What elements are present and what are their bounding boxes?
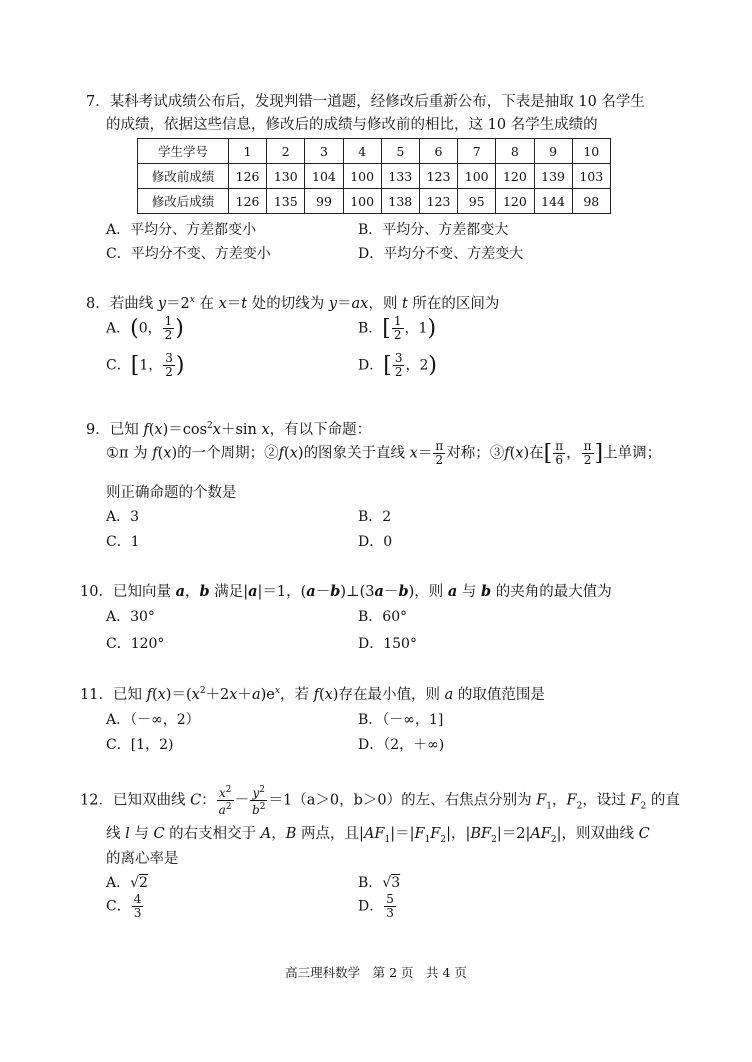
q11-text: 的取值范围是 <box>453 687 545 703</box>
table-cell: 126 <box>229 164 267 189</box>
q7-option-c[interactable]: C．平均分不变、方差变小 <box>106 246 271 262</box>
score-table <box>137 138 611 214</box>
table-cell: 3 <box>305 139 343 164</box>
q10-text: 的夹角的最大值为 <box>491 584 612 600</box>
table-cell: 98 <box>572 189 610 214</box>
q10-text: ，则 <box>414 584 448 600</box>
table-cell: 4 <box>343 139 381 164</box>
table-cell: 104 <box>305 164 343 189</box>
q12-option-a[interactable]: A．√2 <box>106 875 148 891</box>
table-cell: 133 <box>381 164 419 189</box>
table-cell: 100 <box>458 164 496 189</box>
q7-text1: 某科考试成绩公布后，发现判错一道题，经修改后重新公布，下表是抽取 10 名学生 <box>109 94 645 110</box>
q7-option-d[interactable]: D．平均分不变、方差变大 <box>358 246 524 262</box>
q9-number: 9． <box>86 422 110 438</box>
table-cell: 8 <box>496 139 534 164</box>
q12-text: 的直 <box>646 792 680 809</box>
q8-stem: 8．若曲线 $y=2^x$ 在 x＝t 处的切线为 y＝ax，则 t 所在的区间为 <box>86 295 500 312</box>
table-cell: 学生学号 <box>138 139 229 164</box>
q10-stem: 10．已知向量 a，b 满足|a|＝1，(a－b)⊥(3a－b)，则 a 与 b 的夹角的最大值为 <box>80 583 612 600</box>
page-footer: 高三理科数学 第 2 页 共 4 页 <box>285 965 467 980</box>
q11-text: 存在最小值，则 <box>338 687 445 703</box>
q8-option-a[interactable]: A．(0， $\frac{1}{2}$ ) <box>106 314 184 342</box>
q10-option-d[interactable]: D．150° <box>358 636 417 652</box>
q9-text: 上单调； <box>603 445 662 462</box>
table-cell: 123 <box>419 189 457 214</box>
table-cell: 95 <box>458 189 496 214</box>
option-label: A． <box>106 320 131 337</box>
q9-text: 为 <box>133 445 153 462</box>
table-cell: 5 <box>381 139 419 164</box>
q9-option-b[interactable]: B．2 <box>358 509 392 525</box>
q11-option-c[interactable]: C．[1，2) <box>106 737 174 753</box>
q7-line1 <box>86 90 645 111</box>
q10-option-a[interactable]: A．30° <box>106 609 155 625</box>
table-row <box>138 189 611 214</box>
q11-option-d[interactable]: D．（2，＋∞) <box>358 737 445 753</box>
q8-option-b[interactable]: B．[ $\frac{1}{2}$ ，1) <box>358 314 437 342</box>
q11-text: 已知 <box>112 687 147 703</box>
q9-text: 的一个周期； <box>177 445 265 462</box>
q12-stem-line3: 的离心率是 <box>106 851 179 867</box>
table-row <box>138 164 611 189</box>
q12-text: 的右支相交于 <box>164 826 261 842</box>
q11-option-a[interactable]: A．（－∞，2） <box>106 712 200 728</box>
q10-option-b[interactable]: B．60° <box>358 609 408 625</box>
table-cell: 144 <box>534 189 572 214</box>
q12-text: 已知双曲线 <box>112 792 191 809</box>
q8-option-c[interactable]: C．[1， $\frac{3}{2}$ ) <box>106 351 185 379</box>
table-cell: 139 <box>534 164 572 189</box>
option-label: B． <box>358 875 383 891</box>
table-cell: 120 <box>496 164 534 189</box>
table-cell: 9 <box>534 139 572 164</box>
q9-propositions: ①π 为 f(x)的一个周期；②f(x)的图象关于直线 x＝ $\frac{\pi}{2}$ 对称；③f(x)在[ $\frac{\pi}{6}$ ， $\frac{\pi}{2}$ ]上单调； <box>106 439 662 467</box>
q9-text: 的图象关于直线 <box>303 445 410 462</box>
q9-option-d[interactable]: D．0 <box>358 534 393 550</box>
q12-text: 两点，且 <box>296 826 360 842</box>
q12-option-d[interactable]: D． $\frac{5}{3}$ <box>358 892 394 920</box>
q8-option-d[interactable]: D．[ $\frac{3}{2}$ ，2) <box>358 351 437 379</box>
option-label: A． <box>106 875 131 891</box>
option-label: C． <box>106 357 131 374</box>
q12-text: ，则双曲线 <box>561 826 639 842</box>
q9-option-c[interactable]: C．1 <box>106 534 140 550</box>
table-cell: 120 <box>496 189 534 214</box>
q8-text: 处的切线为 <box>247 296 329 312</box>
table-cell: 130 <box>267 164 305 189</box>
table-cell: 103 <box>572 164 610 189</box>
q12-stem-line2: 线 l 与 C 的右支相交于 A，B 两点，且$|AF_1|=|F_1F_2|$，$|BF_2|=2|AF_2|$，则双曲线 C <box>106 826 650 845</box>
q10-text: 满足 <box>209 584 244 600</box>
q12-text: 线 <box>106 826 126 842</box>
table-cell: 修改前成绩 <box>138 164 229 189</box>
q8-text: ，则 <box>368 296 402 312</box>
q9-text: 对称； <box>446 445 490 462</box>
q10-text: 与 <box>457 584 481 600</box>
q8-text: 在 <box>194 296 219 312</box>
table-cell: 135 <box>267 189 305 214</box>
table-cell: 99 <box>305 189 343 214</box>
q8-number: 8． <box>86 296 110 312</box>
q11-text: ，若 <box>279 687 314 703</box>
q12-text: 与 <box>129 826 154 842</box>
q11-stem: 11．已知 $f(x)=(x^2+2x+a)e^x$，若 f(x)存在最小值，则 a 的取值范围是 <box>80 686 545 703</box>
q10-option-c[interactable]: C．120° <box>106 636 165 652</box>
q7-number: 7． <box>86 94 110 110</box>
table-cell: 6 <box>419 139 457 164</box>
table-cell: 2 <box>267 139 305 164</box>
table-cell: 1 <box>229 139 267 164</box>
q8-text: 若曲线 <box>109 296 158 312</box>
table-cell: 7 <box>458 139 496 164</box>
q7-option-b[interactable]: B．平均分、方差都变大 <box>358 222 509 238</box>
q9-stem: 9．已知 $f(x)=\cos^2x+\sin$ x，有以下命题： <box>86 421 372 438</box>
q9-text: 在 <box>529 445 544 462</box>
table-cell: 100 <box>343 189 381 214</box>
table-cell: 100 <box>343 164 381 189</box>
q12-stem-line1: 12．已知双曲线 C： $\frac{x^2}{a^2}$ － $\frac{y^2}{b^2}$ ＝1（a＞0，b＞0）的左、右焦点分别为 $F_1$，$F_2$，设过 $F_2$ 的直 <box>80 785 680 817</box>
table-cell: 138 <box>381 189 419 214</box>
option-label: D． <box>358 357 384 374</box>
option-label: B． <box>358 320 383 337</box>
option-label: C． <box>106 898 131 915</box>
q12-text: ，设过 <box>582 792 631 809</box>
table-cell: 10 <box>572 139 610 164</box>
table-cell: 126 <box>229 189 267 214</box>
q11-option-b[interactable]: B．（－∞，1] <box>358 712 444 728</box>
q7-line2: 的成绩，依据这些信息，修改后的成绩与修改前的相比，这 10 名学生成绩的 <box>106 117 598 133</box>
q9-question: 则正确命题的个数是 <box>106 485 237 501</box>
table-cell: 123 <box>419 164 457 189</box>
q7-option-a[interactable]: A．平均分、方差都变小 <box>106 222 257 238</box>
q8-text: 所在的区间为 <box>407 296 500 312</box>
q12-option-c[interactable]: C． $\frac{4}{3}$ <box>106 892 142 920</box>
q9-text: ，有以下命题： <box>269 422 372 438</box>
q10-text: 已知向量 <box>112 584 176 600</box>
option-label: D． <box>358 898 384 915</box>
table-cell: 修改后成绩 <box>138 189 229 214</box>
table-row-header <box>138 139 611 164</box>
q12-text: （a＞0，b＞0）的左、右焦点分别为 <box>292 792 537 809</box>
q11-number: 11． <box>80 687 113 703</box>
q12-number: 12． <box>80 792 113 809</box>
q9-option-a[interactable]: A．3 <box>106 509 140 525</box>
q10-number: 10． <box>80 584 113 600</box>
q12-option-b[interactable]: B．√3 <box>358 875 401 891</box>
